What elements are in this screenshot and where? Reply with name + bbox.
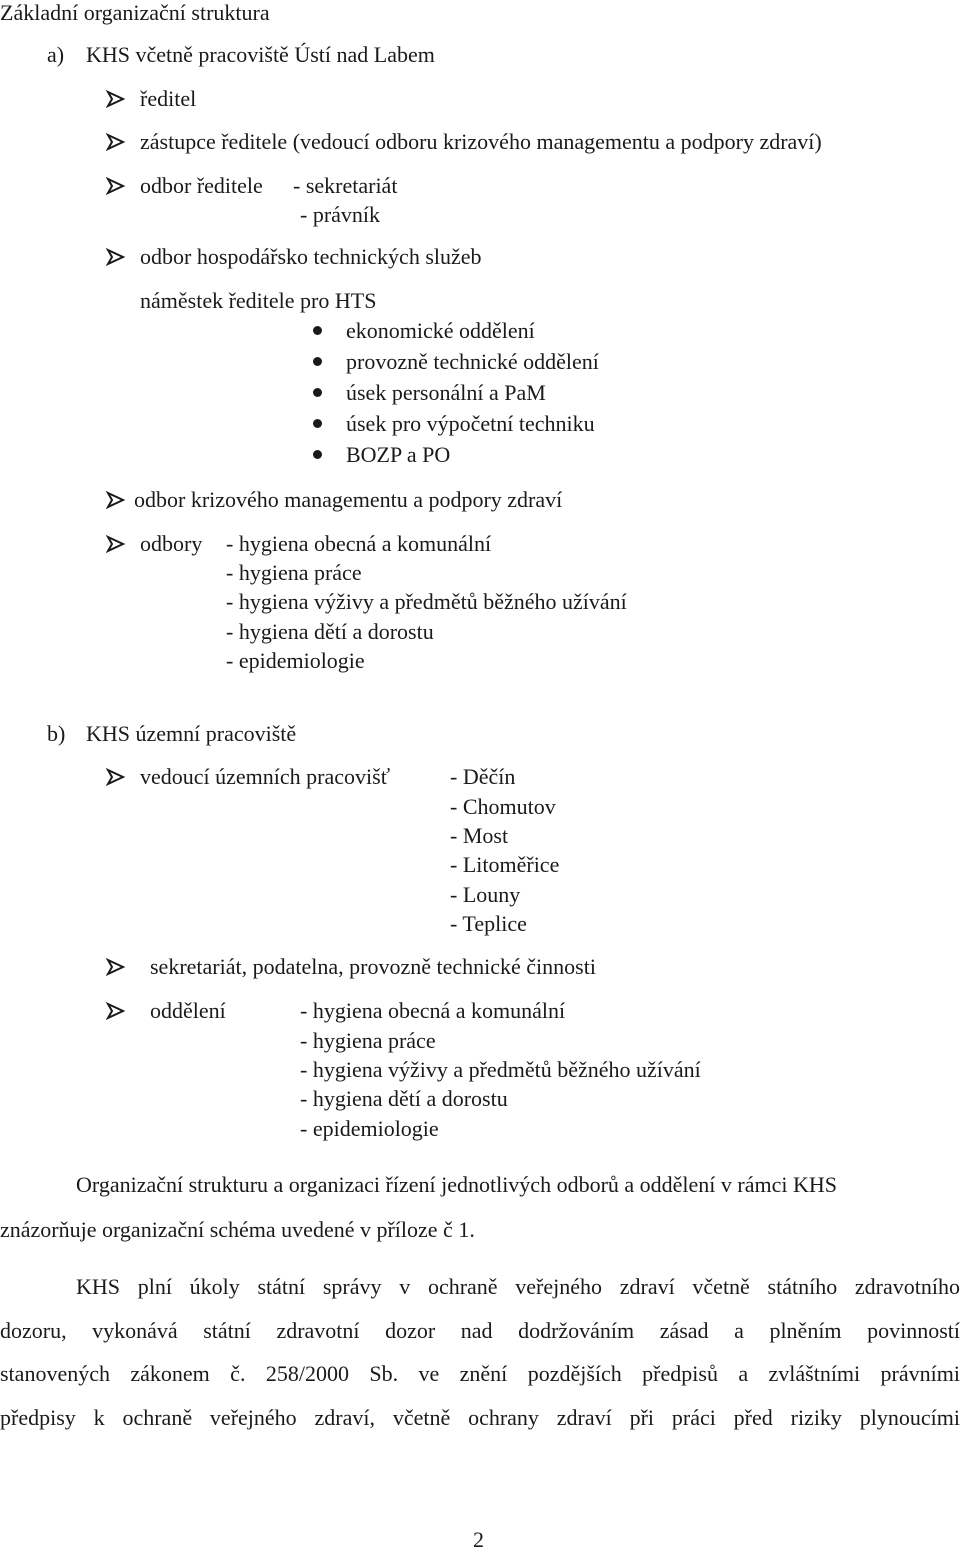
- odbory-list-item: - hygiena práce: [226, 560, 362, 585]
- oddeleni-list-item: - hygiena práce: [300, 1028, 436, 1053]
- odbory-list-item: - hygiena výživy a předmětů běžného užívání: [226, 589, 627, 614]
- odbory-list-item: - hygiena obecná a komunální: [226, 531, 492, 556]
- bullet-dot-icon: [313, 419, 322, 428]
- section-a-label: a): [47, 42, 65, 67]
- arrow-bullet-icon: [106, 176, 126, 198]
- section-a-title: KHS včetně pracoviště Ústí nad Labem: [86, 42, 435, 67]
- namestek-item: BOZP a PO: [346, 442, 451, 467]
- arrow-bullet-icon: [106, 767, 126, 789]
- paragraph2-line: dozoru, vykonává státní zdravotní dozor nad dodržováním zásad a plněním povinností: [0, 1318, 960, 1343]
- item-oddeleni: oddělení: [150, 998, 226, 1023]
- arrow-bullet-icon: [106, 247, 126, 269]
- odbory-list-item: - hygiena dětí a dorostu: [226, 619, 434, 644]
- odbory-list-item: - epidemiologie: [226, 648, 365, 673]
- item-vedouci: vedoucí územních pracovišť: [140, 764, 391, 789]
- section-b-label: b): [47, 721, 66, 746]
- bullet-dot-icon: [313, 326, 322, 335]
- bullet-dot-icon: [313, 357, 322, 366]
- item-zastupce: zástupce ředitele (vedoucí odboru krizového managementu a podpory zdraví): [140, 129, 822, 154]
- paragraph1-line: znázorňuje organizační schéma uvedené v příloze č 1.: [0, 1217, 475, 1242]
- odbor-reditele-sub2: - právník: [300, 202, 381, 227]
- page-number: 2: [473, 1527, 484, 1552]
- item-krizovy: odbor krizového managementu a podpory zdraví: [134, 487, 563, 512]
- namestek-item: provozně technické oddělení: [346, 349, 599, 374]
- item-reditel: ředitel: [140, 86, 197, 111]
- pracoviste-item: - Teplice: [450, 911, 527, 936]
- pracoviste-item: - Děčín: [450, 764, 516, 789]
- arrow-bullet-icon: [106, 534, 126, 556]
- pracoviste-item: - Litoměřice: [450, 852, 560, 877]
- arrow-bullet-icon: [106, 490, 126, 512]
- oddeleni-list-item: - epidemiologie: [300, 1116, 439, 1141]
- arrow-bullet-icon: [106, 957, 126, 979]
- paragraph2-line: předpisy k ochraně veřejného zdraví, včetně ochrany zdraví při práci před riziky plynoucími: [0, 1405, 960, 1430]
- namestek-item: úsek personální a PaM: [346, 380, 546, 405]
- bullet-dot-icon: [313, 450, 322, 459]
- paragraph2-line: stanovených zákonem č. 258/2000 Sb. ve znění pozdějších předpisů a zvláštními právními: [0, 1361, 960, 1386]
- oddeleni-list-item: - hygiena výživy a předmětů běžného užívání: [300, 1057, 701, 1082]
- arrow-bullet-icon: [106, 89, 126, 111]
- pracoviste-item: - Most: [450, 823, 509, 848]
- odbor-reditele-sub1: - sekretariát: [293, 173, 398, 198]
- arrow-bullet-icon: [106, 1001, 126, 1023]
- item-odbory: odbory: [140, 531, 203, 556]
- namestek-label: náměstek ředitele pro HTS: [140, 288, 377, 313]
- item-sekretariat: sekretariát, podatelna, provozně technické činnosti: [150, 954, 596, 979]
- section-b-title: KHS územní pracoviště: [86, 721, 297, 746]
- namestek-item: ekonomické oddělení: [346, 318, 535, 343]
- paragraph1-line: Organizační strukturu a organizaci řízení jednotlivých odborů a oddělení v rámci KHS: [76, 1172, 838, 1197]
- oddeleni-list-item: - hygiena obecná a komunální: [300, 998, 566, 1023]
- pracoviste-item: - Chomutov: [450, 794, 556, 819]
- namestek-item: úsek pro výpočetní techniku: [346, 411, 595, 436]
- item-hts-odbor: odbor hospodářsko technických služeb: [140, 244, 482, 269]
- oddeleni-list-item: - hygiena dětí a dorostu: [300, 1086, 508, 1111]
- page-heading: Základní organizační struktura: [0, 0, 270, 25]
- pracoviste-item: - Louny: [450, 882, 521, 907]
- item-odbor-reditele: odbor ředitele: [140, 173, 263, 198]
- arrow-bullet-icon: [106, 132, 126, 154]
- paragraph2-line: KHS plní úkoly státní správy v ochraně veřejného zdraví včetně státního zdravotního: [76, 1274, 960, 1299]
- bullet-dot-icon: [313, 388, 322, 397]
